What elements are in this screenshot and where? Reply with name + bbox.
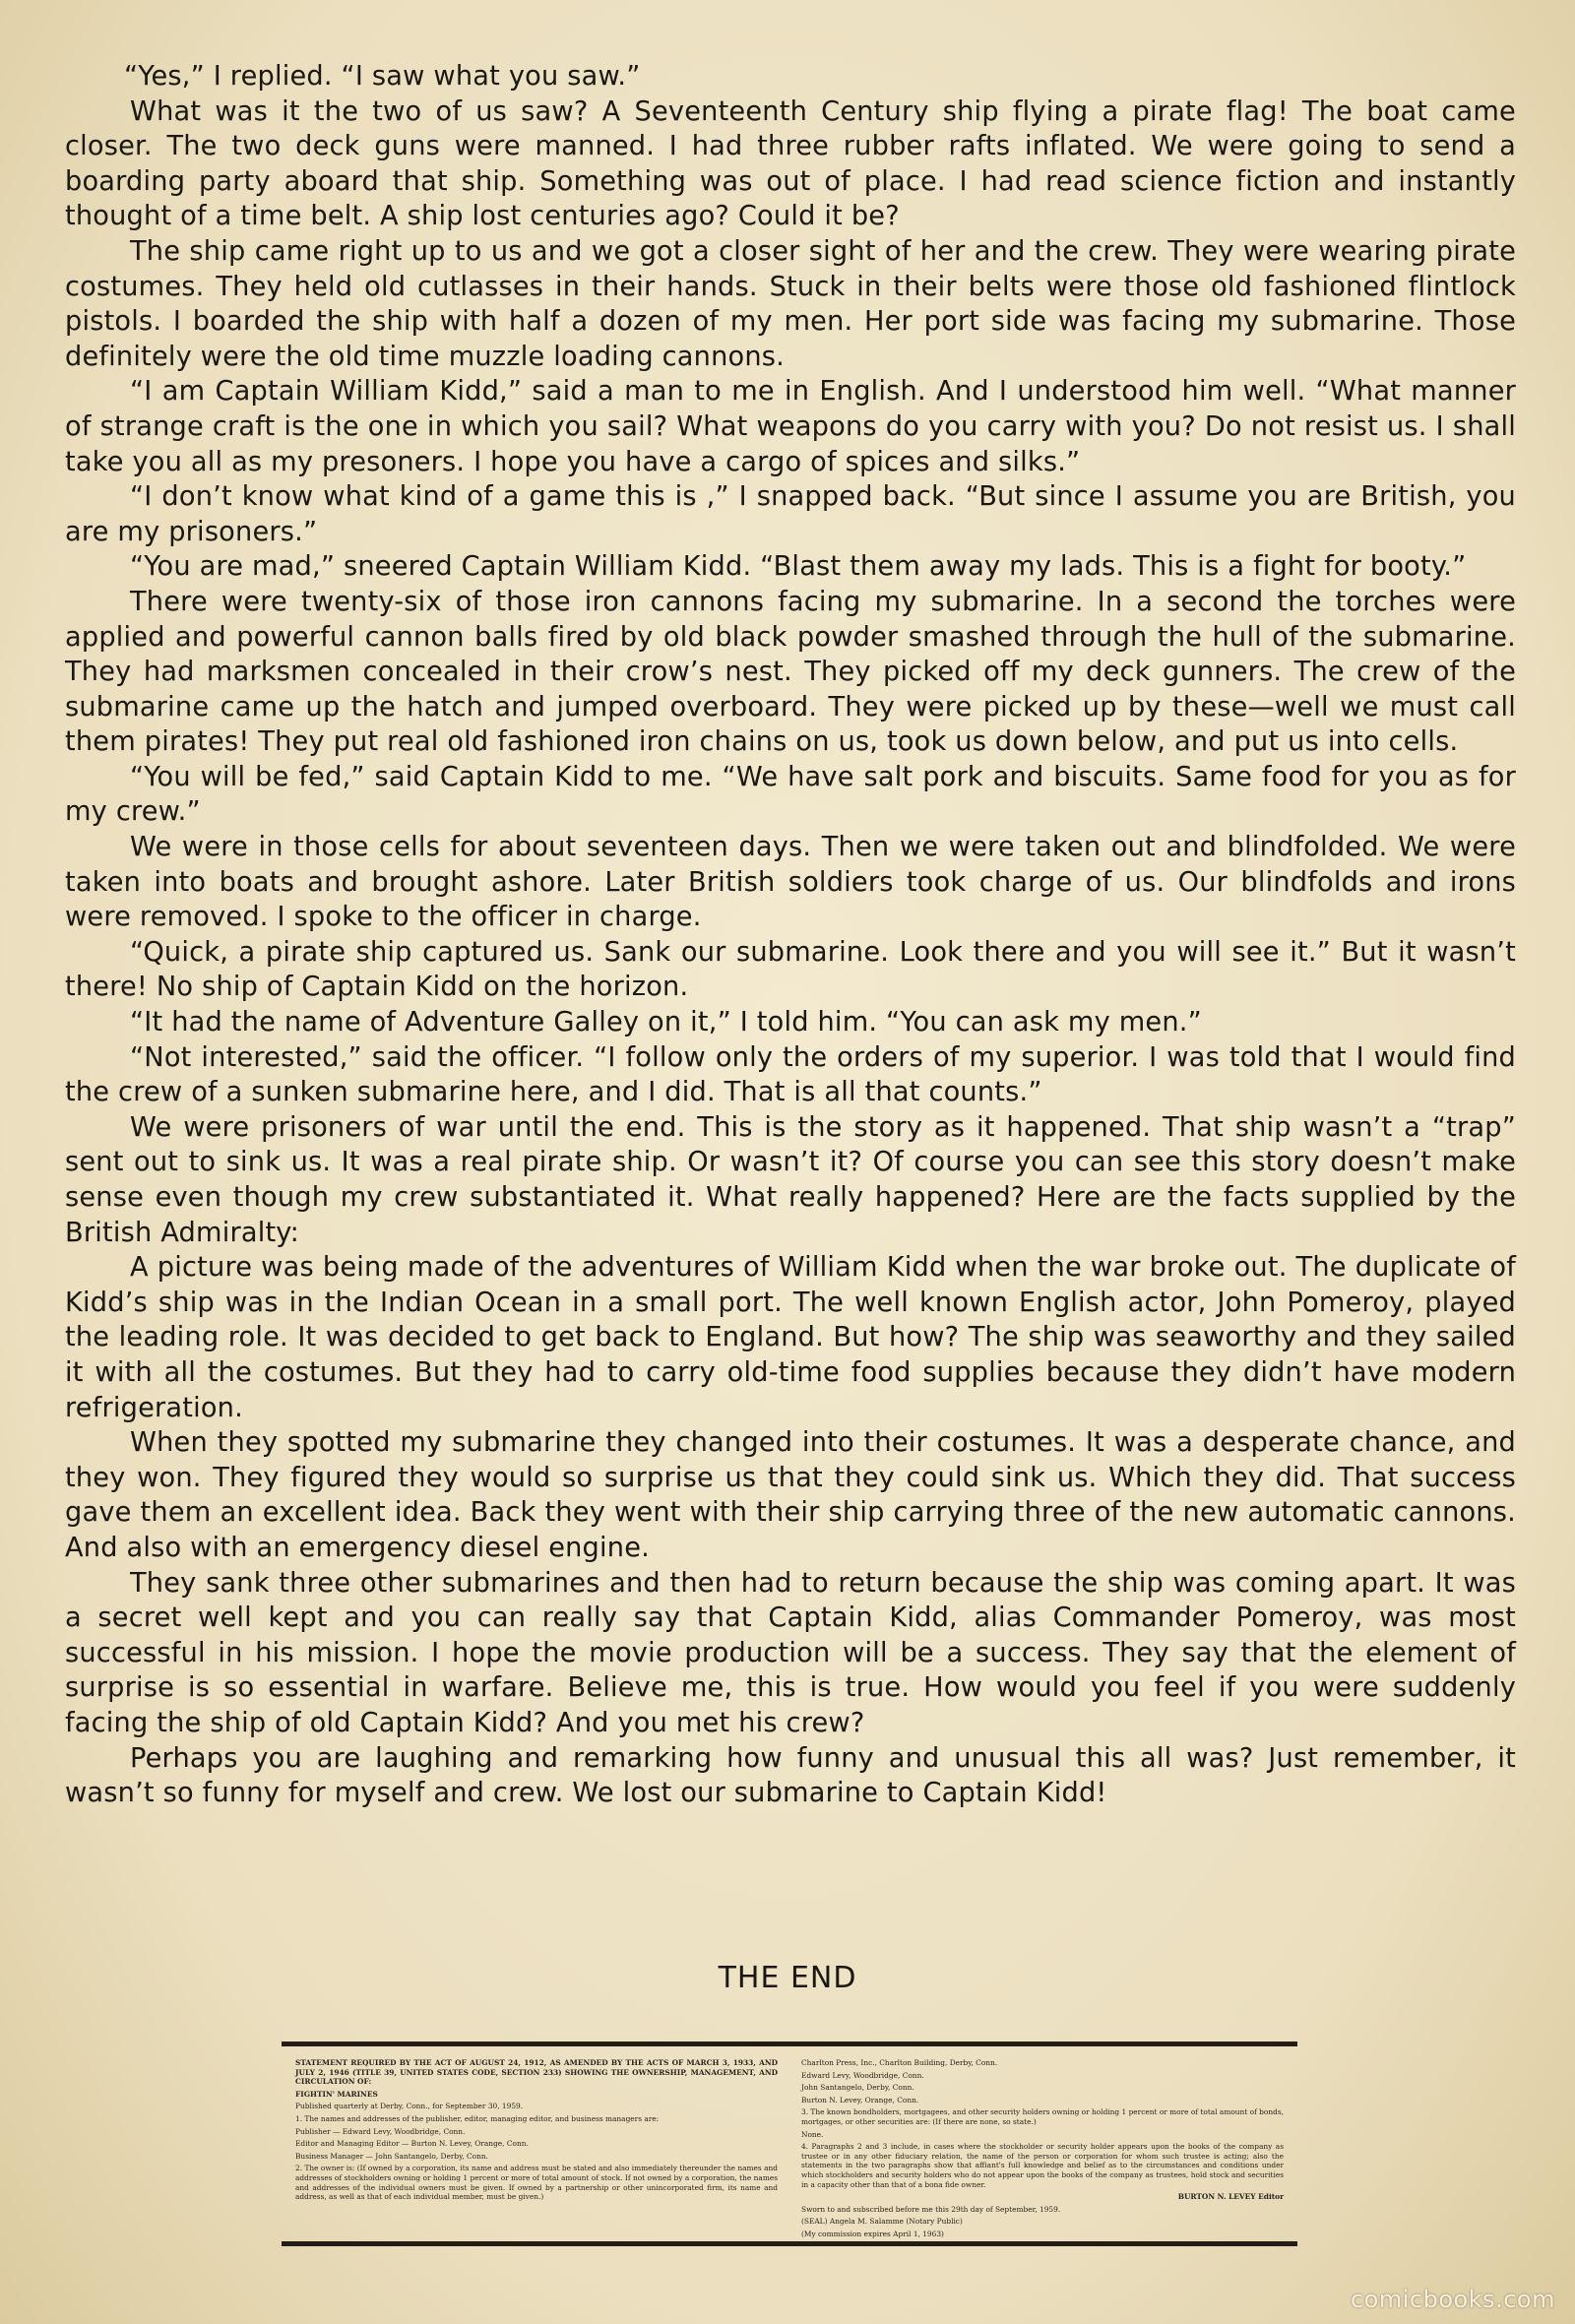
story-text [65,59,1516,1811]
statement-left-column [295,2058,778,2242]
statement-line: 4. Paragraphs 2 and 3 include, in cases where the stockholder or security holder appears upon the books of the company as trustee or in any other fiduciary relation, the name of the person or corporation for whom such trustee is acting; also the statements in the two paragraphs show that affiant's full knowledge and belief as to the circumstances and conditions under which stockholders and security holders who do not appear upon the books of the company as trustees, hold stock and securities in a capacity other than that of a bona fide owner. [801,2142,1284,2189]
statement-line: Business Manager — John Santangelo, Derby, Conn. [295,2151,488,2161]
statement-line: 2. The owner is: (If owned by a corporation, its name and address must be stated and also immediately thereunder the names and addresses of stockholders owning or holding 1 percent or more of total amount of stock. If not owned by a corporation, the names and addresses of the individual owners must be given. If owned by a partnership or other unincorporated firm, its name and address, as well as that of each individual member, must be given.) [295,2164,778,2202]
statement-line: 3. The known bondholders, mortgagees, and other security holders owning or holding 1 percent or more of total amount of bonds, mortgages, or other securities are: (If there are none, so state.) [801,2107,1284,2126]
story-paragraph: A picture was being made of the adventures of William Kidd when the war broke out. The duplicate of Kidd’s ship was in the Indian Ocean in a small port. The well known English actor, John Pomeroy, played the leading role. It was decided to get back to England. But how? The ship was seaworthy and they sailed it with all the costumes. But they had to carry old-time food supplies because they didn’t have modern refrigeration. [65,1252,1516,1423]
statement-line: 1. The names and addresses of the publisher, editor, managing editor, and business managers are: [295,2113,660,2123]
statement-right-column [801,2058,1284,2242]
story-paragraph: “You will be fed,” said Captain Kidd to me. “We have salt pork and biscuits. Same food for you as for my crew.” [65,761,1516,828]
statement-line: John Santangelo, Derby, Conn. [801,2083,914,2093]
story-paragraph: When they spotted my submarine they changed into their costumes. It was a desperate chance, and they won. They figured they would so surprise us that they could sink us. Which they did. That success gave them an excellent idea. Back they went with their ship carrying three of the new automatic cannons. And also with an emergency diesel engine. [65,1427,1516,1563]
the-end-heading: THE END [718,1961,857,1995]
story-paragraph: “I don’t know what kind of a game this is ,” I snapped back. “But since I assume you are British, you are my prisoners.” [65,481,1516,547]
statement-line: Published quarterly at Derby, Conn., for September 30, 1959. [295,2102,524,2111]
statement-line: Charlton Press, Inc., Charlton Building, Derby, Conn. [801,2058,998,2067]
story-paragraph: There were twenty-six of those iron cannons facing my submarine. In a second the torches were applied and powerful cannon balls fired by old black powder smashed through the hull of the submarine. They had marksmen concealed in their crow’s nest. They picked off my deck gunners. The crew of the submarine came up the hatch and jumped overboard. They were picked up by these—well we must call them pirates! They put real old fashioned iron chains on us, took us down below, and put us into cells. [65,586,1516,758]
story-paragraph: We were prisoners of war until the end. This is the story as it happened. That ship wasn’t a “trap” sent out to sink us. It was a real pirate ship. Or wasn’t it? Of course you can see this story doesn’t make sense even though my crew substantiated it. What really happened? Here are the facts supplied by the British Admiralty: [65,1111,1516,1248]
story-paragraph: We were in those cells for about seventeen days. Then we were taken out and blindfolded. We were taken into boats and brought ashore. Later British soldiers took charge of us. Our blindfolds and irons were removed. I spoke to the officer in charge. [65,832,1516,933]
story-paragraph: The ship came right up to us and we got a closer sight of her and the crew. They were wearing pirate costumes. They held old cutlasses in their hands. Stuck in their belts were those old fashioned flintlock pistols. I boarded the ship with half a dozen of my men. Her port side was facing my submarine. Those definitely were the old time muzzle loading cannons. [65,235,1516,372]
story-paragraph: They sank three other submarines and then had to return because the ship was coming apart. It was a secret well kept and you can really say that Captain Kidd, alias Commander Pomeroy, was most successful in his mission. I hope the movie production will be a success. They say that the element of surprise is so essential in warfare. Believe me, this is true. How would you feel if you were suddenly facing the ship of old Captain Kidd? And you met his crew? [65,1567,1516,1738]
site-watermark: comicbooks.com [1350,2286,1555,2313]
story-paragraph: “Not interested,” said the officer. “I follow only the orders of my superior. I was told that I would find the crew of a sunken submarine here, and I did. That is all that counts.” [65,1041,1516,1108]
story-paragraph: What was it the two of us saw? A Seventeenth Century ship flying a pirate flag! The boat came closer. The two deck guns were manned. I had three rubber rafts inflated. We were going to send a boarding party aboard that ship. Something was out of place. I had read science fiction and instantly thought of a time belt. A ship lost centuries ago? Could it be? [65,95,1516,232]
statement-line: Burton N. Levey, Orange, Conn. [801,2095,919,2104]
story-paragraph: “I am Captain William Kidd,” said a man to me in English. And I understood him well. “What manner of strange craft is the one in which you sail? What weapons do you carry with you? Do not resist us. I shall take you all as my presoners. I hope you have a cargo of spices and silks.” [65,376,1516,477]
statement-line: Edward Levy, Woodbridge, Conn. [801,2070,924,2080]
statement-title: STATEMENT REQUIRED BY THE ACT OF AUGUST 24, 1912, AS AMENDED BY THE ACTS OF MARCH 3, 1933, AND JULY 2, 1946 (TITLE 39, UNITED STATES CODE, SECTION 233) SHOWING THE OWNERSHIP, MANAGEMENT, AND CIRCULATION OF: [295,2058,778,2087]
story-paragraph: “It had the name of Adventure Galley on it,” I told him. “You can ask my men.” [130,1007,1202,1038]
story-paragraph: “Quick, a pirate ship captured us. Sank our submarine. Look there and you will see it.” But it wasn’t there! No ship of Captain Kidd on the horizon. [65,936,1516,1003]
story-paragraph: Perhaps you are laughing and remarking how funny and unusual this all was? Just remember, it wasn’t so funny for myself and crew. We lost our submarine to Captain Kidd! [65,1742,1516,1809]
statement-line: Publisher — Edward Levy, Woodbridge, Conn. [295,2126,466,2136]
statement-line: (SEAL) Angela M. Salamme (Notary Public) [801,2217,963,2227]
statement-line: (My commission expires April 1, 1963) [801,2229,944,2238]
story-paragraph: “You are mad,” sneered Captain William Kidd. “Blast them away my lads. This is a fight for booty.” [130,551,1467,583]
statement-line: None. [801,2129,824,2139]
statement-line: Editor and Managing Editor — Burton N. Levey, Orange, Conn. [295,2139,529,2149]
statement-line: BURTON N. LEVEY Editor [1177,2192,1284,2202]
ownership-statement [282,2041,1297,2246]
statement-publication: FIGHTIN' MARINES [295,2089,378,2099]
statement-line: Sworn to and subscribed before me this 29th day of September, 1959. [801,2204,1061,2214]
story-paragraph: “Yes,” I replied. “I saw what you saw.” [124,61,641,92]
